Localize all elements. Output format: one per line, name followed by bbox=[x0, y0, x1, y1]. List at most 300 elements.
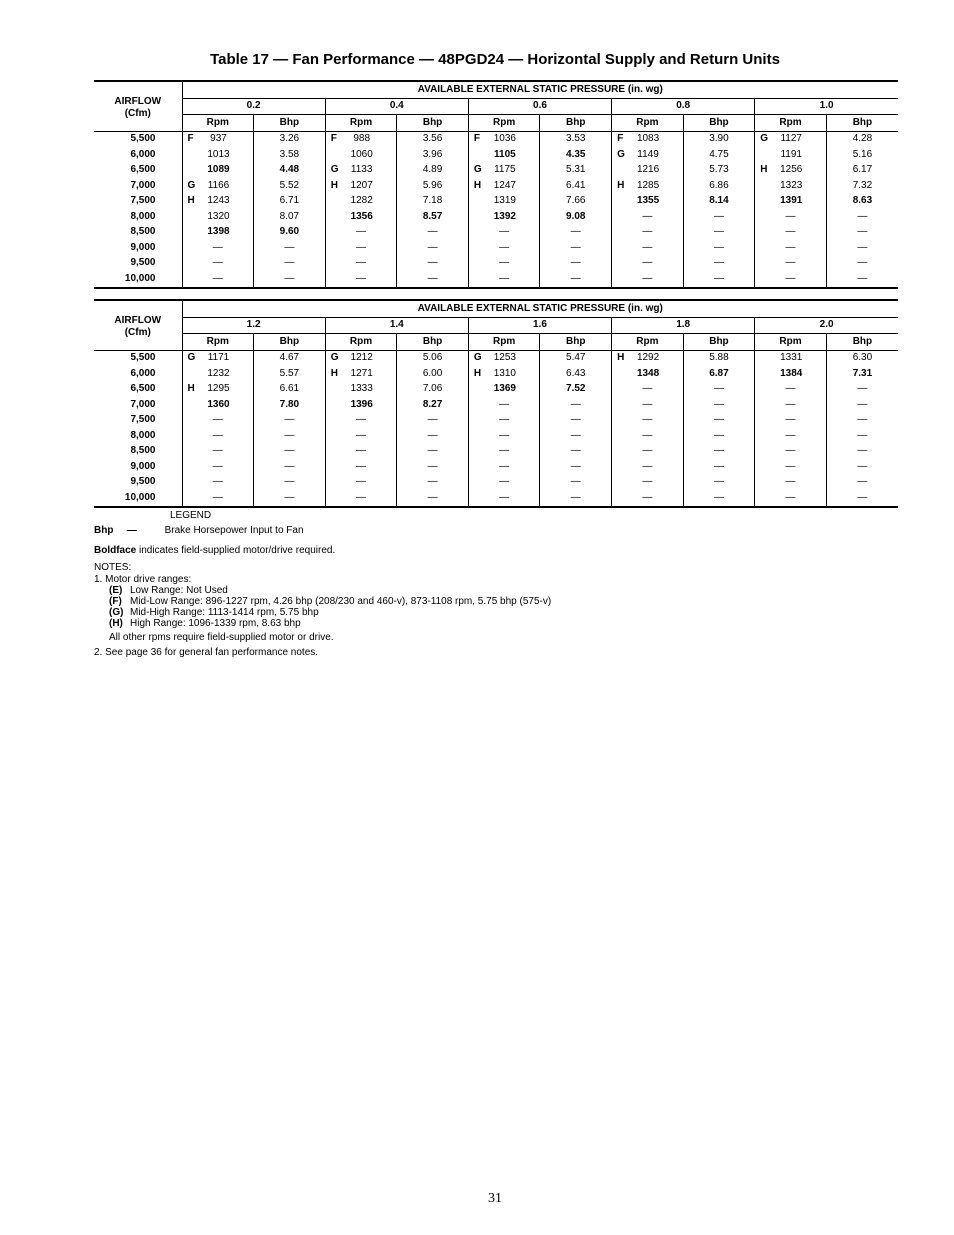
pressure-row bbox=[94, 98, 898, 115]
bhp-cell: — bbox=[683, 444, 755, 460]
rpm-cell: — bbox=[468, 256, 540, 272]
bhp-cell: — bbox=[254, 490, 326, 507]
bhp-cell: 3.58 bbox=[254, 147, 326, 163]
bhp-cell: — bbox=[683, 475, 755, 491]
rpm-cell bbox=[612, 194, 684, 210]
airflow-value: 7,000 bbox=[130, 179, 156, 191]
rpm-cell bbox=[755, 366, 827, 382]
table-row bbox=[94, 163, 898, 179]
rpm-value: 1133 bbox=[350, 164, 373, 176]
rpm-cell bbox=[755, 350, 827, 366]
boldface-word: Boldface bbox=[94, 545, 137, 556]
airflow-value: 6,500 bbox=[130, 383, 156, 395]
bhp-cell: — bbox=[254, 413, 326, 429]
rpm-cell: — bbox=[325, 444, 397, 460]
bhp-cell: — bbox=[826, 256, 898, 272]
drive-range-text: High Range: 1096-1339 rpm, 8.63 bhp bbox=[130, 618, 301, 629]
table-row bbox=[94, 413, 898, 429]
bhp-header: Bhp bbox=[683, 115, 755, 132]
rpm-header: Rpm bbox=[325, 115, 397, 132]
rpm-cell bbox=[182, 194, 254, 210]
rpm-cell: — bbox=[325, 271, 397, 288]
rpm-value: 1171 bbox=[207, 352, 230, 364]
bhp-cell: — bbox=[683, 256, 755, 272]
pressure-value: 0.8 bbox=[612, 98, 755, 115]
drive-range-item bbox=[94, 596, 694, 607]
bhp-cell: — bbox=[254, 459, 326, 475]
bhp-cell: — bbox=[397, 271, 469, 288]
table-row bbox=[94, 397, 898, 413]
rpm-value: 1396 bbox=[350, 398, 373, 410]
bhp-cell: — bbox=[254, 256, 326, 272]
bhp-cell: — bbox=[826, 428, 898, 444]
rpm-cell: — bbox=[755, 490, 827, 507]
rpm-header: Rpm bbox=[612, 115, 684, 132]
rpm-cell: — bbox=[468, 490, 540, 507]
bhp-cell: — bbox=[397, 225, 469, 241]
rpm-value: 1360 bbox=[207, 398, 230, 410]
bhp-cell: 6.00 bbox=[397, 366, 469, 382]
rpm-header: Rpm bbox=[612, 334, 684, 351]
rpm-cell: — bbox=[755, 209, 827, 225]
rpm-value: 1356 bbox=[350, 210, 373, 222]
legend-section bbox=[94, 510, 694, 659]
bhp-cell: 5.57 bbox=[254, 366, 326, 382]
bhp-cell: — bbox=[683, 271, 755, 288]
bhp-cell: — bbox=[540, 490, 612, 507]
motor-drive-code: G bbox=[330, 352, 339, 364]
rpm-cell bbox=[755, 131, 827, 147]
rpm-value: 1292 bbox=[636, 352, 660, 364]
legend-abbr: Bhp bbox=[94, 525, 114, 536]
bhp-cell: 9.60 bbox=[254, 225, 326, 241]
bhp-cell: 4.75 bbox=[683, 147, 755, 163]
bhp-cell: — bbox=[826, 413, 898, 429]
bhp-cell: 7.18 bbox=[397, 194, 469, 210]
header-row bbox=[94, 81, 898, 98]
rpm-cell: — bbox=[612, 475, 684, 491]
bhp-cell: 7.80 bbox=[254, 397, 326, 413]
rpm-cell bbox=[182, 163, 254, 179]
table-title: Table 17 — Fan Performance — 48PGD24 — Horizontal Supply and Return Units bbox=[210, 51, 780, 68]
table-row bbox=[94, 271, 898, 288]
airflow-header bbox=[94, 81, 182, 131]
bhp-cell: 8.27 bbox=[397, 397, 469, 413]
rpm-cell: — bbox=[612, 413, 684, 429]
drive-range-text: Mid-Low Range: 896-1227 rpm, 4.26 bhp (208/230 and 460-v), 873-1108 rpm, 5.75 bhp (575-v) bbox=[130, 596, 552, 607]
bhp-cell: 3.96 bbox=[397, 147, 469, 163]
rpm-cell bbox=[182, 397, 254, 413]
drive-range-text: Mid-High Range: 1113-1414 rpm, 5.75 bhp bbox=[130, 607, 319, 618]
rpm-cell bbox=[182, 178, 254, 194]
bhp-cell: 9.08 bbox=[540, 209, 612, 225]
bhp-header: Bhp bbox=[540, 334, 612, 351]
rpm-cell: — bbox=[755, 256, 827, 272]
rpm-value: 1320 bbox=[207, 210, 230, 222]
motor-drive-code: F bbox=[330, 133, 337, 145]
rpm-cell bbox=[755, 147, 827, 163]
bhp-cell: — bbox=[683, 428, 755, 444]
boldface-text: indicates field-supplied motor/drive required. bbox=[136, 545, 336, 556]
drive-range-list bbox=[94, 585, 694, 629]
note-1-footer: All other rpms require field-supplied motor or drive. bbox=[109, 632, 334, 643]
table-row bbox=[94, 350, 898, 366]
rpm-cell: — bbox=[182, 459, 254, 475]
rpm-cell bbox=[468, 194, 540, 210]
rpm-cell bbox=[612, 350, 684, 366]
pressure-value: 1.8 bbox=[612, 317, 755, 334]
bhp-cell: — bbox=[397, 413, 469, 429]
rpm-value: 1166 bbox=[207, 179, 230, 191]
drive-range-item bbox=[94, 585, 694, 596]
rpm-cell bbox=[325, 382, 397, 398]
bhp-cell: — bbox=[683, 225, 755, 241]
motor-drive-code: G bbox=[473, 352, 482, 364]
pressure-header: AVAILABLE EXTERNAL STATIC PRESSURE (in. wg) bbox=[182, 81, 898, 98]
rpm-value: 1247 bbox=[493, 179, 516, 191]
pressure-row bbox=[94, 317, 898, 334]
rpm-cell: — bbox=[755, 444, 827, 460]
bhp-cell: — bbox=[397, 459, 469, 475]
page-number: 31 bbox=[488, 1191, 502, 1206]
bhp-cell: 3.26 bbox=[254, 131, 326, 147]
rpm-cell: — bbox=[325, 256, 397, 272]
rpm-cell: — bbox=[182, 256, 254, 272]
rpm-value: 1253 bbox=[493, 352, 516, 364]
rpm-cell: — bbox=[182, 475, 254, 491]
airflow-value: 8,000 bbox=[130, 210, 156, 222]
rpm-cell: — bbox=[468, 271, 540, 288]
bhp-cell: — bbox=[683, 490, 755, 507]
bhp-cell: — bbox=[540, 475, 612, 491]
bhp-cell: — bbox=[826, 382, 898, 398]
bhp-cell: 3.53 bbox=[540, 131, 612, 147]
rpm-cell: — bbox=[182, 413, 254, 429]
legend-title: LEGEND bbox=[170, 510, 212, 521]
rpm-cell: — bbox=[612, 271, 684, 288]
rpm-cell: — bbox=[755, 428, 827, 444]
bhp-cell: — bbox=[826, 271, 898, 288]
rpm-cell: — bbox=[468, 459, 540, 475]
bhp-cell: — bbox=[826, 444, 898, 460]
rpm-header: Rpm bbox=[755, 115, 827, 132]
rpm-value: 1256 bbox=[780, 164, 803, 176]
rpm-cell: — bbox=[612, 428, 684, 444]
bhp-cell: — bbox=[397, 475, 469, 491]
rpm-cell: — bbox=[468, 240, 540, 256]
airflow-value: 5,500 bbox=[94, 131, 182, 147]
rpm-cell: — bbox=[612, 225, 684, 241]
rpm-value: 1013 bbox=[207, 148, 230, 160]
table-row bbox=[94, 131, 898, 147]
bhp-cell: 5.73 bbox=[683, 163, 755, 179]
bhp-cell: — bbox=[683, 209, 755, 225]
motor-drive-code: H bbox=[330, 179, 338, 191]
motor-drive-code: G bbox=[187, 179, 196, 191]
airflow-value: 7,500 bbox=[130, 195, 156, 207]
bhp-cell: 5.52 bbox=[254, 178, 326, 194]
bhp-cell: 6.30 bbox=[826, 350, 898, 366]
bhp-cell: — bbox=[540, 428, 612, 444]
bhp-cell: — bbox=[683, 413, 755, 429]
drive-range-code: (G) bbox=[109, 607, 124, 618]
rpm-cell bbox=[612, 366, 684, 382]
bhp-cell: — bbox=[397, 490, 469, 507]
rpm-cell: — bbox=[182, 428, 254, 444]
bhp-cell: 8.14 bbox=[683, 194, 755, 210]
motor-drive-code: F bbox=[473, 133, 480, 145]
unit-row bbox=[94, 334, 898, 351]
bhp-cell: — bbox=[254, 428, 326, 444]
drive-range-code: (H) bbox=[109, 618, 123, 629]
rpm-value: 1285 bbox=[636, 179, 660, 191]
bhp-cell: — bbox=[540, 459, 612, 475]
bhp-cell: 3.56 bbox=[397, 131, 469, 147]
drive-range-text: Low Range: Not Used bbox=[130, 585, 228, 596]
rpm-cell: — bbox=[612, 209, 684, 225]
pressure-value: 1.4 bbox=[325, 317, 468, 334]
rpm-cell bbox=[468, 131, 540, 147]
airflow-value: 7,000 bbox=[130, 398, 156, 410]
motor-drive-code: H bbox=[473, 367, 482, 379]
rpm-value: 1127 bbox=[780, 133, 802, 145]
rpm-value: 1243 bbox=[207, 195, 230, 207]
table-row bbox=[94, 194, 898, 210]
header-row bbox=[94, 300, 898, 317]
bhp-cell: — bbox=[826, 240, 898, 256]
rpm-value: 1271 bbox=[350, 367, 373, 379]
rpm-cell bbox=[182, 131, 254, 147]
bhp-cell: — bbox=[683, 397, 755, 413]
bhp-cell: 6.87 bbox=[683, 366, 755, 382]
table-row bbox=[94, 256, 898, 272]
rpm-value: 1398 bbox=[207, 226, 230, 238]
table-row bbox=[94, 382, 898, 398]
bhp-cell: 7.52 bbox=[540, 382, 612, 398]
bhp-cell: — bbox=[826, 225, 898, 241]
table-row bbox=[94, 178, 898, 194]
bhp-cell: 4.35 bbox=[540, 147, 612, 163]
bhp-cell: 6.17 bbox=[826, 163, 898, 179]
airflow-value: 8,500 bbox=[130, 226, 156, 238]
rpm-value: 1369 bbox=[493, 383, 516, 395]
drive-range-item bbox=[94, 618, 694, 629]
rpm-cell: — bbox=[325, 240, 397, 256]
bhp-cell: 8.07 bbox=[254, 209, 326, 225]
rpm-value: 1355 bbox=[636, 195, 660, 207]
rpm-cell: — bbox=[325, 459, 397, 475]
bhp-cell: 5.96 bbox=[397, 178, 469, 194]
motor-drive-code: G bbox=[760, 133, 769, 145]
motor-drive-code: G bbox=[187, 352, 196, 364]
rpm-value: 1060 bbox=[350, 148, 373, 160]
rpm-cell: — bbox=[468, 397, 540, 413]
rpm-cell: — bbox=[182, 444, 254, 460]
bhp-header: Bhp bbox=[826, 334, 898, 351]
bhp-cell: — bbox=[254, 475, 326, 491]
rpm-cell: — bbox=[325, 428, 397, 444]
bhp-cell: — bbox=[683, 382, 755, 398]
rpm-cell: — bbox=[182, 240, 254, 256]
table-row bbox=[94, 475, 898, 491]
bhp-cell: — bbox=[826, 397, 898, 413]
rpm-header: Rpm bbox=[468, 334, 540, 351]
rpm-cell: — bbox=[468, 225, 540, 241]
rpm-cell bbox=[468, 209, 540, 225]
bhp-cell: 7.31 bbox=[826, 366, 898, 382]
rpm-value: 1323 bbox=[780, 179, 803, 191]
rpm-cell: — bbox=[755, 240, 827, 256]
motor-drive-code: H bbox=[330, 367, 338, 379]
bhp-cell: — bbox=[826, 475, 898, 491]
bhp-cell: — bbox=[540, 444, 612, 460]
table-row bbox=[94, 209, 898, 225]
legend-definition: Brake Horsepower Input to Fan bbox=[164, 525, 304, 536]
rpm-header: Rpm bbox=[468, 115, 540, 132]
bhp-cell: — bbox=[540, 413, 612, 429]
rpm-cell: — bbox=[755, 397, 827, 413]
rpm-value: 1207 bbox=[350, 179, 373, 191]
rpm-cell bbox=[468, 382, 540, 398]
motor-drive-code: H bbox=[473, 179, 482, 191]
rpm-value: 988 bbox=[353, 133, 371, 145]
bhp-cell: — bbox=[397, 256, 469, 272]
bhp-cell: — bbox=[397, 428, 469, 444]
bhp-cell: — bbox=[826, 490, 898, 507]
bhp-cell: 6.86 bbox=[683, 178, 755, 194]
airflow-value: 8,500 bbox=[130, 445, 156, 457]
table-row bbox=[94, 240, 898, 256]
rpm-cell bbox=[325, 350, 397, 366]
bhp-cell: 6.71 bbox=[254, 194, 326, 210]
rpm-cell bbox=[612, 178, 684, 194]
rpm-cell bbox=[182, 147, 254, 163]
bhp-cell: 6.61 bbox=[254, 382, 326, 398]
bhp-cell: 4.67 bbox=[254, 350, 326, 366]
bhp-cell: 5.06 bbox=[397, 350, 469, 366]
rpm-cell bbox=[325, 366, 397, 382]
motor-drive-code: H bbox=[187, 383, 195, 395]
bhp-cell: — bbox=[540, 397, 612, 413]
rpm-cell: — bbox=[612, 459, 684, 475]
rpm-value: 1392 bbox=[493, 210, 516, 222]
rpm-cell: — bbox=[468, 475, 540, 491]
rpm-header: Rpm bbox=[755, 334, 827, 351]
bhp-cell: — bbox=[540, 271, 612, 288]
drive-range-code: (F) bbox=[109, 596, 122, 607]
rpm-cell: — bbox=[325, 475, 397, 491]
airflow-header-unit: (Cfm) bbox=[124, 108, 151, 119]
rpm-value: 1348 bbox=[636, 367, 660, 379]
rpm-cell: — bbox=[755, 225, 827, 241]
rpm-cell bbox=[182, 209, 254, 225]
bhp-header: Bhp bbox=[540, 115, 612, 132]
rpm-value: 937 bbox=[210, 133, 227, 145]
drive-range-item bbox=[94, 607, 694, 618]
bhp-header: Bhp bbox=[254, 115, 326, 132]
rpm-cell: — bbox=[325, 490, 397, 507]
bhp-cell: 6.43 bbox=[540, 366, 612, 382]
unit-row bbox=[94, 115, 898, 132]
rpm-cell: — bbox=[612, 490, 684, 507]
rpm-cell: — bbox=[755, 459, 827, 475]
bhp-cell: 4.89 bbox=[397, 163, 469, 179]
bhp-cell: — bbox=[683, 240, 755, 256]
rpm-value: 1333 bbox=[350, 383, 373, 395]
bhp-cell: 5.16 bbox=[826, 147, 898, 163]
rpm-value: 1391 bbox=[780, 195, 803, 207]
bhp-cell: — bbox=[826, 209, 898, 225]
pressure-value: 0.6 bbox=[468, 98, 611, 115]
bhp-cell: — bbox=[826, 459, 898, 475]
motor-drive-code: H bbox=[617, 352, 625, 364]
motor-drive-code: G bbox=[617, 148, 625, 160]
bhp-cell: — bbox=[540, 240, 612, 256]
airflow-header bbox=[94, 300, 182, 350]
rpm-cell: — bbox=[325, 225, 397, 241]
bhp-cell: — bbox=[540, 225, 612, 241]
note-1-title: 1. Motor drive ranges: bbox=[94, 574, 192, 585]
rpm-cell: — bbox=[325, 413, 397, 429]
rpm-cell bbox=[468, 147, 540, 163]
rpm-value: 1191 bbox=[780, 148, 802, 160]
fan-performance-table-1 bbox=[94, 80, 898, 289]
bhp-cell: 7.06 bbox=[397, 382, 469, 398]
note-2: 2. See page 36 for general fan performance notes. bbox=[94, 647, 319, 658]
bhp-header: Bhp bbox=[826, 115, 898, 132]
rpm-cell: — bbox=[755, 271, 827, 288]
rpm-value: 1282 bbox=[350, 195, 373, 207]
bhp-cell: 6.41 bbox=[540, 178, 612, 194]
rpm-cell bbox=[182, 366, 254, 382]
bhp-cell: — bbox=[397, 444, 469, 460]
motor-drive-code: G bbox=[330, 164, 339, 176]
rpm-header: Rpm bbox=[182, 115, 254, 132]
rpm-value: 1232 bbox=[207, 367, 230, 379]
rpm-cell bbox=[755, 163, 827, 179]
rpm-value: 1105 bbox=[494, 148, 516, 160]
airflow-value: 10,000 bbox=[94, 490, 182, 507]
rpm-cell: — bbox=[468, 428, 540, 444]
airflow-value: 6,500 bbox=[130, 164, 156, 176]
bhp-cell: 7.32 bbox=[826, 178, 898, 194]
rpm-cell: — bbox=[612, 256, 684, 272]
bhp-cell: 5.88 bbox=[683, 350, 755, 366]
pressure-value: 1.2 bbox=[182, 317, 325, 334]
bhp-cell: 3.90 bbox=[683, 131, 755, 147]
rpm-cell bbox=[468, 163, 540, 179]
fan-performance-table-2 bbox=[94, 299, 898, 508]
table-row bbox=[94, 459, 898, 475]
rpm-cell: — bbox=[612, 444, 684, 460]
rpm-value: 1216 bbox=[636, 164, 660, 176]
rpm-cell bbox=[612, 163, 684, 179]
motor-drive-code: H bbox=[617, 179, 625, 191]
pressure-value: 1.0 bbox=[755, 98, 898, 115]
rpm-value: 1089 bbox=[207, 164, 230, 176]
airflow-value: 9,500 bbox=[130, 476, 156, 488]
motor-drive-code: H bbox=[760, 164, 768, 176]
bhp-header: Bhp bbox=[397, 115, 469, 132]
motor-drive-code: H bbox=[187, 195, 195, 207]
rpm-value: 1319 bbox=[493, 195, 516, 207]
rpm-cell: — bbox=[612, 240, 684, 256]
rpm-cell bbox=[325, 194, 397, 210]
rpm-cell: — bbox=[612, 382, 684, 398]
boldface-note bbox=[94, 545, 694, 557]
rpm-cell: — bbox=[182, 490, 254, 507]
bhp-cell: 4.48 bbox=[254, 163, 326, 179]
